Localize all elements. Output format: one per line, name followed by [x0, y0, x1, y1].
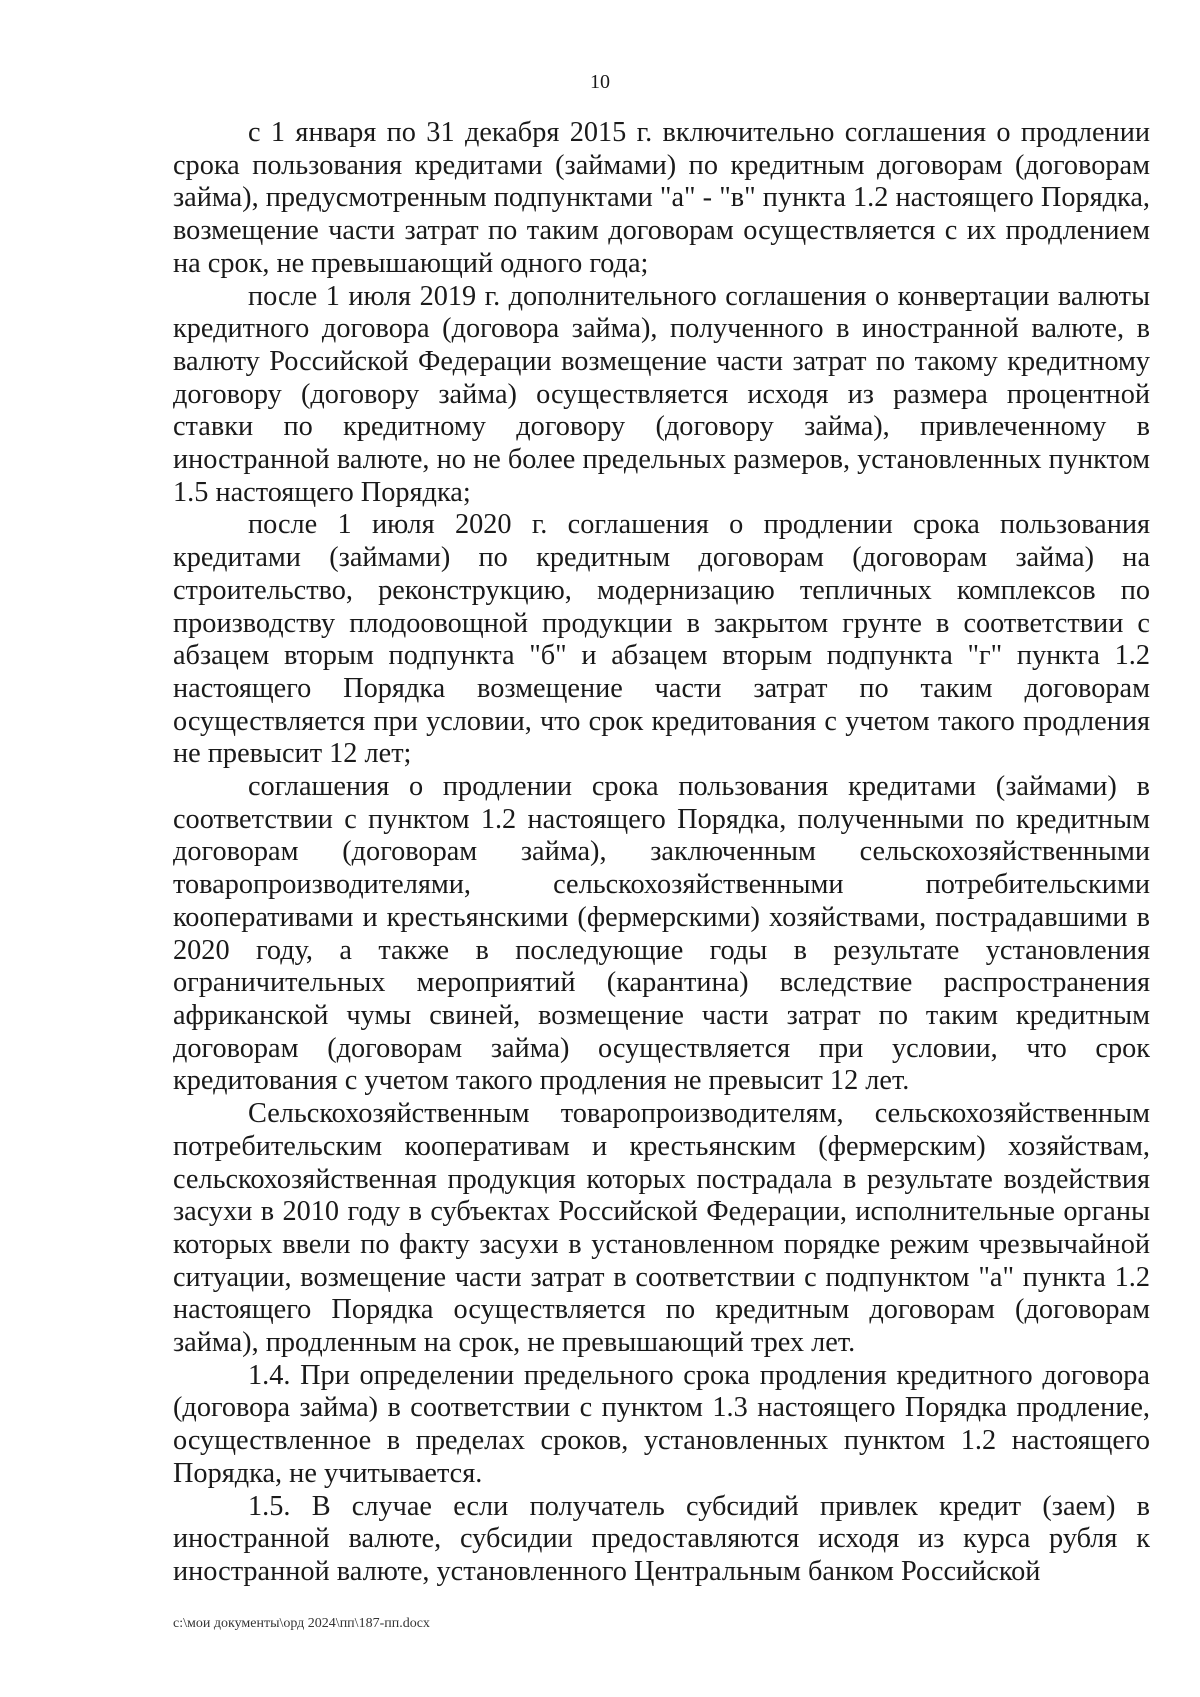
paragraph: после 1 июля 2019 г. дополнительного соглашения о конвертации валюты кредитного договора (договора займа), полученного в иностранной валюте, в валюту Российской Федерации возмещение части затрат по такому кредитному договору (договору займа) осуществляется исходя из размера процентной ставки по кредитному договору (договору займа), привлеченному в иностранной валюте, но не более предельных размеров, установленных пунктом 1.5 настоящего Порядка; — [173, 280, 1150, 508]
page-number: 10 — [590, 71, 610, 93]
paragraph: с 1 января по 31 декабря 2015 г. включительно соглашения о продлении срока пользования кредитами (займами) по кредитным договорам (договорам займа), предусмотренным подпунктами "а" - "в" пункта 1.2 настоящего Порядка, возмещение части затрат по таким договорам осуществляется с их продлением на срок, не превышающий одного года; — [173, 117, 1150, 279]
paragraph: соглашения о продлении срока пользования кредитами (займами) в соответствии с пунктом 1.2 настоящего Порядка, полученными по кредитным договорам (договорам займа), заключенным сельскохозяйственными товаропроизводителями, сельскохозяйственными потребительскими кооперативами и крестьянскими (фермерскими) хозяйствами, пострадавшими в 2020 году, а также в последующие годы в результате установления ограничительных мероприятий (карантина) вследствие распространения африканской чумы свиней, возмещение части затрат по таким кредитным договорам (договорам займа) осуществляется при условии, что срок кредитования с учетом такого продления не превысит 12 лет. — [173, 771, 1150, 1097]
footer-file-path: c:\мои документы\орд 2024\пп\187-пп.docx — [173, 1616, 430, 1631]
paragraph: 1.5. В случае если получатель субсидий привлек кредит (заем) в иностранной валюте, субсидии предоставляются исходя из курса рубля к иностранной валюте, установленного Центральным банком Российской — [173, 1490, 1150, 1587]
paragraph: после 1 июля 2020 г. соглашения о продлении срока пользования кредитами (займами) по кредитным договорам (договорам займа) на строительство, реконструкцию, модернизацию тепличных комплексов по производству плодоовощной продукции в закрытом грунте в соответствии с абзацем вторым подпункта "б" и абзацем вторым подпункта "г" пункта 1.2 настоящего Порядка возмещение части затрат по таким договорам осуществляется при условии, что срок кредитования с учетом такого продления не превысит 12 лет; — [173, 509, 1150, 770]
document-body — [173, 117, 1150, 1589]
paragraph: 1.4. При определении предельного срока продления кредитного договора (договора займа) в соответствии с пунктом 1.3 настоящего Порядка продление, осуществленное в пределах сроков, установленных пунктом 1.2 настоящего Порядка, не учитывается. — [173, 1359, 1150, 1489]
paragraph: Сельскохозяйственным товаропроизводителям, сельскохозяйственным потребительским кооперативам и крестьянским (фермерским) хозяйствам, сельскохозяйственная продукция которых пострадала в результате воздействия засухи в 2010 году в субъектах Российской Федерации, исполнительные органы которых ввели по факту засухи в установленном порядке режим чрезвычайной ситуации, возмещение части затрат в соответствии с подпунктом "а" пункта 1.2 настоящего Порядка осуществляется по кредитным договорам (договорам займа), продленным на срок, не превышающий трех лет. — [173, 1098, 1150, 1359]
